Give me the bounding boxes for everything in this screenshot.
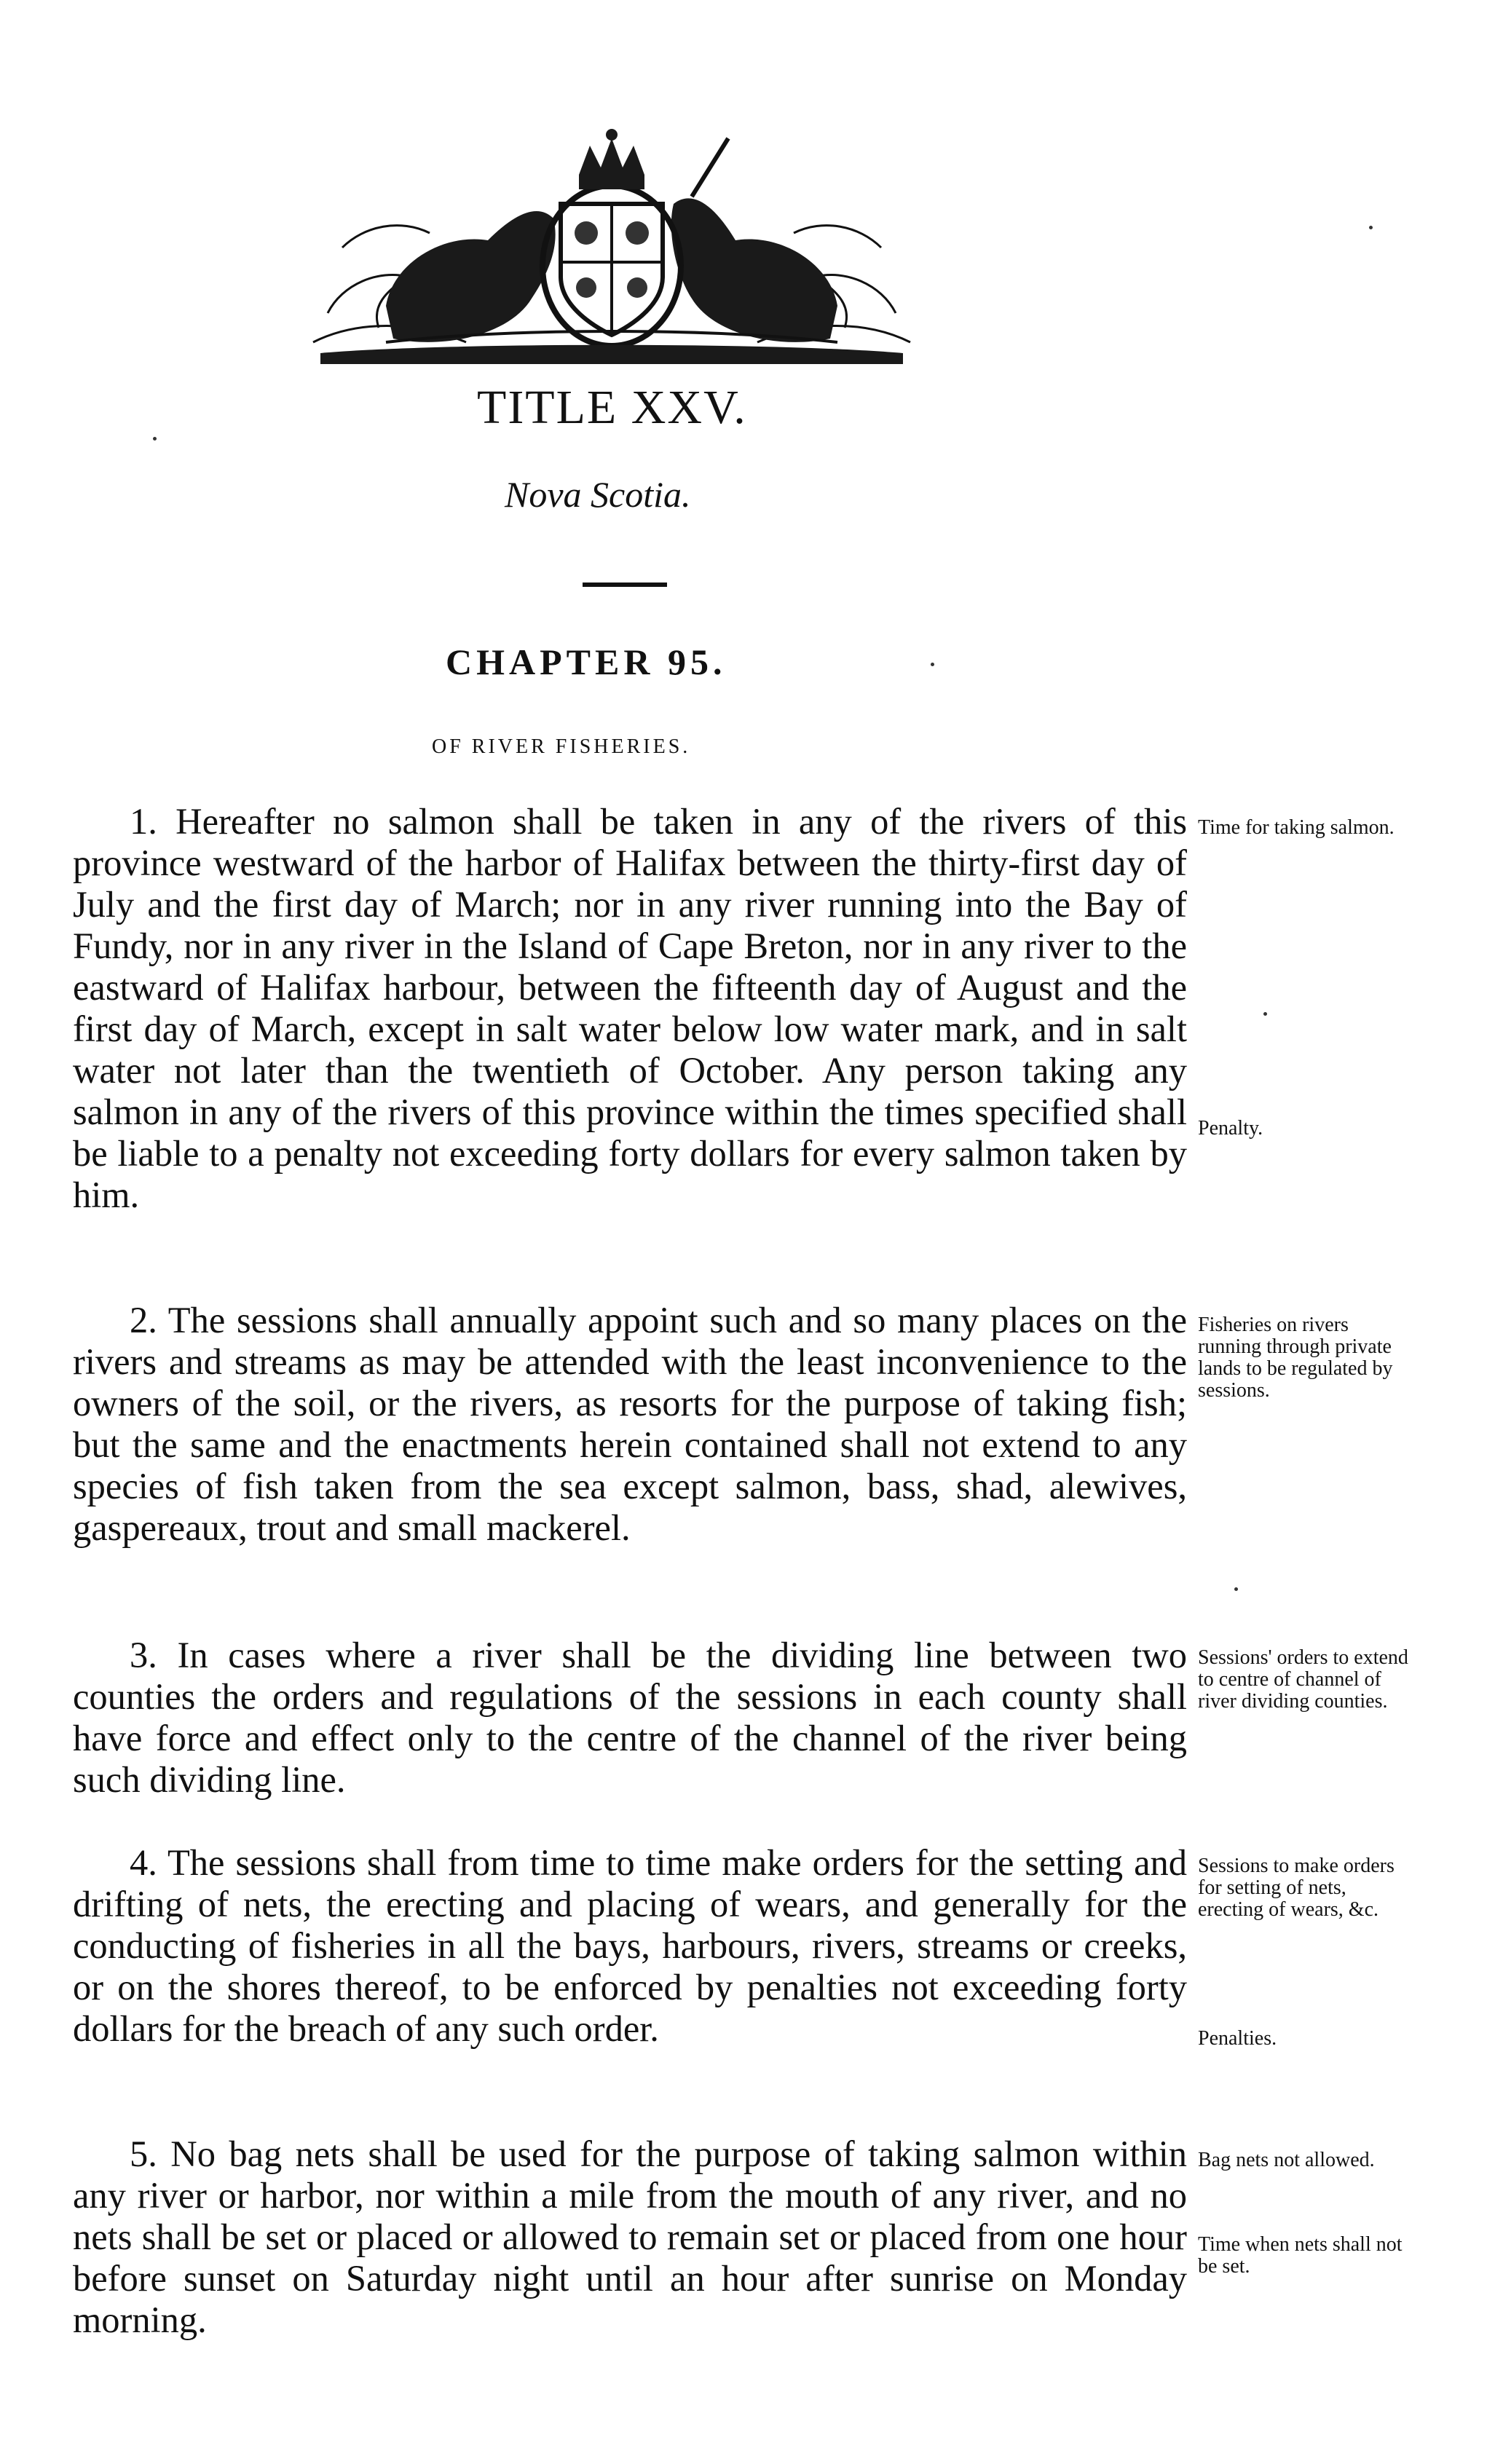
scan-speck [1234, 1587, 1238, 1591]
section-1-text: 1. Hereafter no salmon shall be taken in any of the rivers of this province westward of the harbor of Halifax between the thirty-first day of July and the first day of March; nor in any river running into the Bay of Fundy, nor in any river in the Island of Cape Breton, nor in any river to the eastward of Halifax harbour, between the fifteenth day of August and the first day of March, except in salt water below low water mark, and in salt water not later than the twentieth of October. Any person taking any salmon in any of the rivers of this province within the times specified shall be liable to a penalty not exceeding forty dollars for every salmon taken by him. [73, 801, 1187, 1215]
page-subtitle: Nova Scotia. [505, 474, 691, 515]
section-2 [73, 1300, 1187, 1549]
section-5 [73, 2133, 1187, 2341]
margin-note-1b: Penalty. [1198, 1117, 1263, 1140]
scan-speck [153, 437, 157, 441]
margin-note-4a: Sessions to make orders for setting of nets, erecting of wears, &c. [1198, 1855, 1395, 1921]
section-3-text: 3. In cases where a river shall be the dividing line between two counties the orders and regulations of the sessions in each county shall have force and effect only to the centre of the channel of the river being such dividing line. [73, 1635, 1187, 1800]
chapter-heading: CHAPTER 95. [446, 641, 727, 682]
margin-note-5b: Time when nets shall not be set. [1198, 2233, 1403, 2278]
page-title: TITLE XXV. [477, 381, 747, 434]
chapter-subject: OF RIVER FISHERIES. [432, 735, 691, 758]
margin-note-2: Fisheries on rivers running through private lands to be regulated by sessions. [1198, 1314, 1393, 1402]
section-1 [73, 801, 1187, 1216]
margin-note-5a: Bag nets not allowed. [1198, 2149, 1375, 2171]
margin-note-3: Sessions' orders to extend to centre of channel of river dividing counties. [1198, 1646, 1408, 1713]
section-4-text: 4. The sessions shall from time to time make orders for the setting and drifting of nets, the erecting and placing of wears, and generally for the conducting of fisheries in all the bays, harbours, rivers, streams or creeks, or on the shores thereof, to be enforced by penalties not exceeding forty dollars for the breach of any such order. [73, 1842, 1187, 2049]
scan-speck [1369, 226, 1373, 229]
section-4 [73, 1842, 1187, 2050]
section-2-text: 2. The sessions shall annually appoint such and so many places on the rivers and streams as may be attended with the least inconvenience to the owners of the soil, or the rivers, as resorts for the purpose of taking fish; but the same and the enactments herein contained shall not extend to any species of fish taken from the sea except salmon, bass, shad, alewives, gaspereaux, trout and small mackerel. [73, 1300, 1187, 1548]
title-divider [583, 583, 667, 587]
margin-note-4b: Penalties. [1198, 2027, 1277, 2050]
section-3 [73, 1635, 1187, 1801]
section-5-text: 5. No bag nets shall be used for the purpose of taking salmon within any river or harbor, nor within a mile from the mouth of any river, and no nets shall be set or placed or allowed to remain set or placed from one hour before sunset on Saturday night until an hour after sunrise on Monday morning. [73, 2133, 1187, 2340]
scan-speck [931, 663, 934, 666]
margin-note-1a: Time for taking salmon. [1198, 816, 1395, 839]
scan-speck [1263, 1012, 1267, 1016]
royal-coat-of-arms [299, 124, 925, 371]
